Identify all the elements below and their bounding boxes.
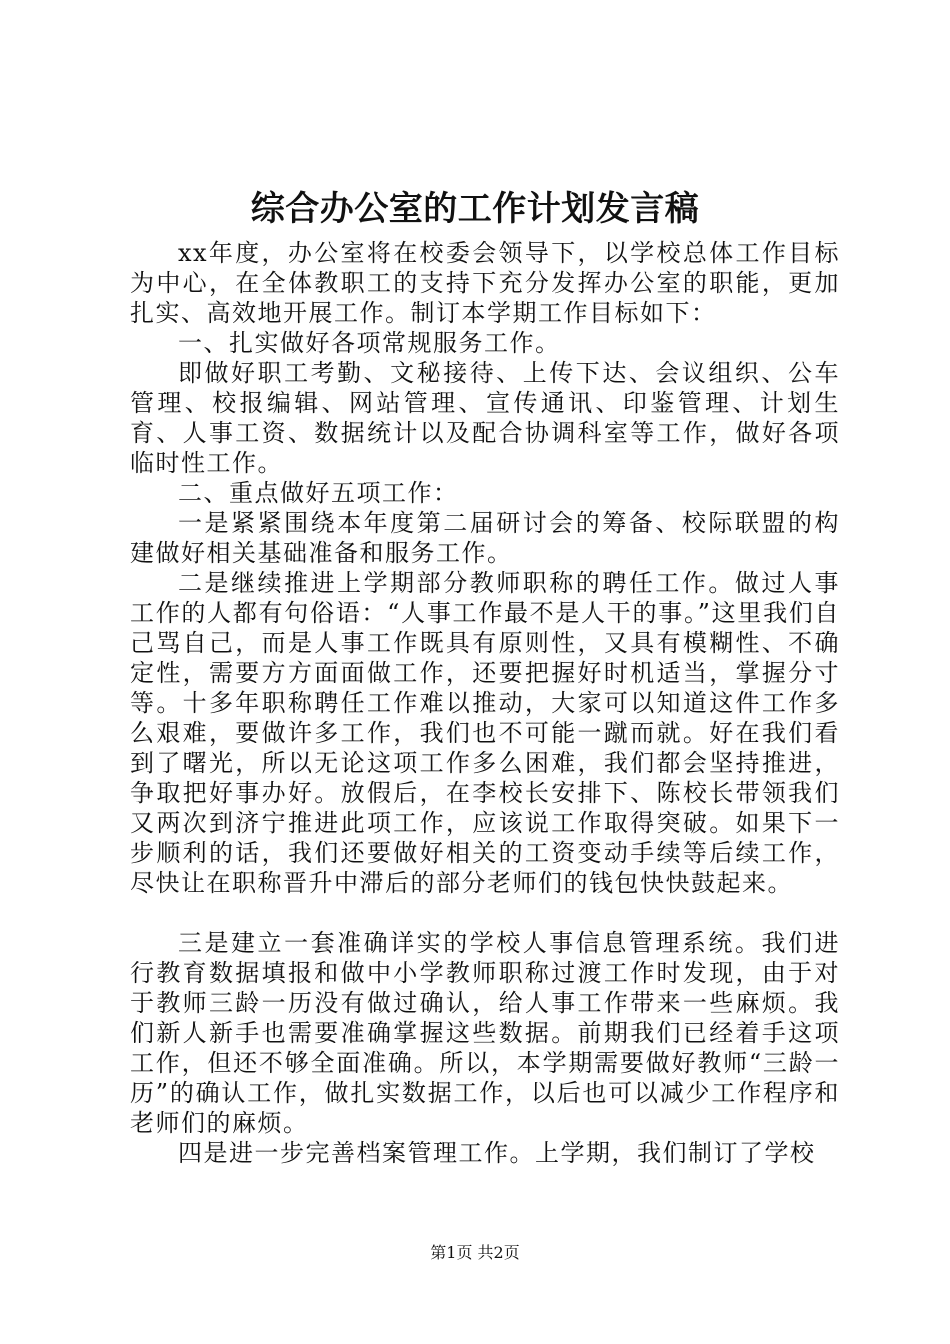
paragraph-item-2: 二是继续推进上学期部分教师职称的聘任工作。做过人事工作的人都有句俗语：“人事工作最不是人干的事。”这里我们自己骂自己，而是人事工作既具有原则性，又具有模糊性、不确定性，需要方方面面做工作，还要把握好时机适当，掌握分寸等。十多年职称聘任工作难以推动，大家可以知道这件工作多么艰难，要做许多工作，我们也不可能一蹴而就。好在我们看到了曙光，所以无论这项工作多么困难，我们都会坚持推进，争取把好事办好。放假后，在李校长安排下、陈校长带领我们又两次到济宁推进此项工作，应该说工作取得突破。如果下一步顺利的话，我们还要做好相关的工资变动手续等后续工作，尽快让在职称晋升中滞后的部分老师们的钱包快快鼓起来。 [130, 569, 840, 897]
page-number-footer: 第1页 共2页 [430, 1243, 520, 1262]
paragraph-item-4: 四是进一步完善档案管理工作。上学期，我们制订了学校 [178, 1139, 816, 1167]
paragraph-section-1-heading: 一、扎实做好各项常规服务工作。 [178, 329, 561, 357]
page-title: 综合办公室的工作计划发言稿 [250, 189, 700, 229]
paragraph-item-1: 一是紧紧围绕本年度第二届研讨会的筹备、校际联盟的构建做好相关基础准备和服务工作。 [130, 509, 840, 567]
document-body [130, 238, 840, 1168]
paragraph-intro: xx年度，办公室将在校委会领导下，以学校总体工作目标为中心，在全体教职工的支持下充分发挥办公室的职能，更加扎实、高效地开展工作。制订本学期工作目标如下： [130, 239, 840, 327]
paragraph-item-3: 三是建立一套准确详实的学校人事信息管理系统。我们进行教育数据填报和做中小学教师职称过渡工作时发现，由于对于教师三龄一历没有做过确认，给人事工作带来一些麻烦。我们新人新手也需要准确掌握这些数据。前期我们已经着手这项工作，但还不够全面准确。所以，本学期需要做好教师“三龄一历”的确认工作，做扎实数据工作，以后也可以减少工作程序和老师们的麻烦。 [130, 929, 840, 1137]
paragraph-section-1-body: 即做好职工考勤、文秘接待、上传下达、会议组织、公车管理、校报编辑、网站管理、宣传通讯、印鉴管理、计划生育、人事工资、数据统计以及配合协调科室等工作，做好各项临时性工作。 [130, 359, 840, 477]
paragraph-section-2-heading: 二、重点做好五项工作： [178, 479, 459, 507]
